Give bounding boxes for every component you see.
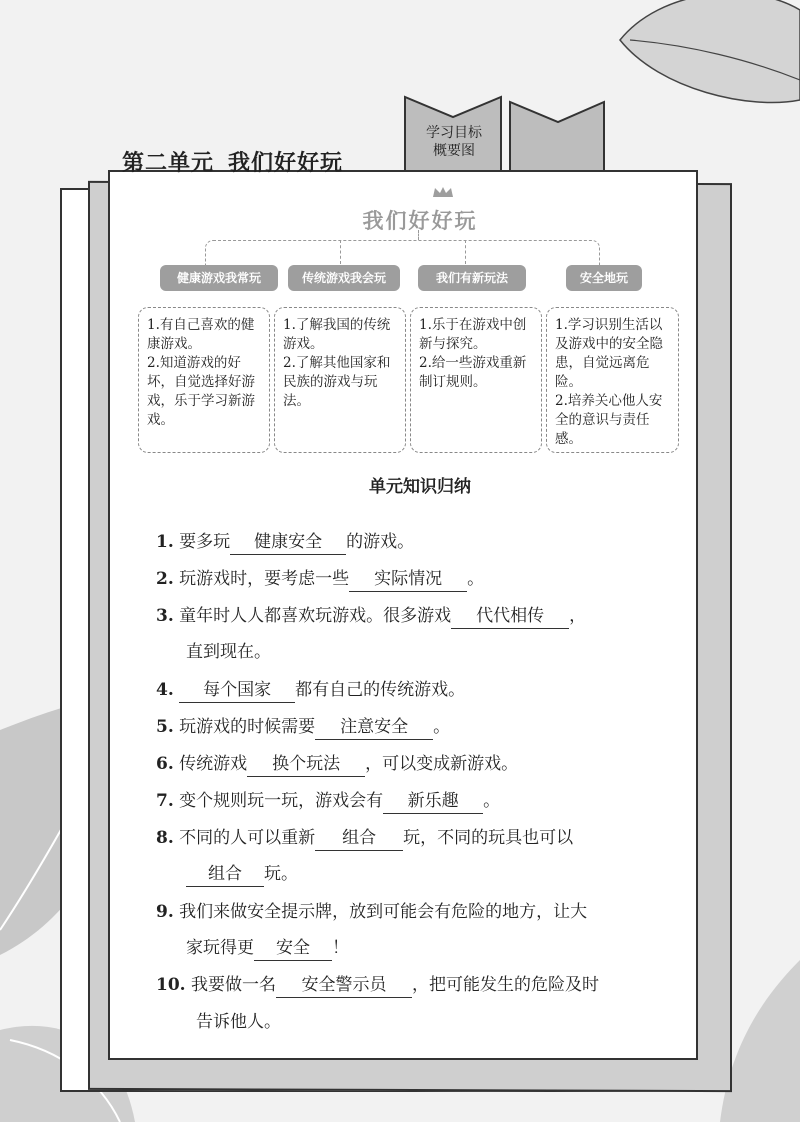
tree-connector-middle-2 [465, 240, 466, 264]
item-number: 4. [156, 680, 174, 700]
item-number: 7. [156, 791, 174, 811]
item-text: 玩，不同的玩具也可以 [403, 828, 574, 848]
list-item [156, 604, 586, 629]
list-item [156, 900, 587, 924]
item-text: 。 [433, 717, 451, 737]
branch-label-healthy: 健康游戏我常玩 [160, 265, 278, 291]
item-text: 变个规则玩一玩，游戏会有 [179, 791, 384, 811]
unit-title [122, 146, 357, 177]
goal-point: 2.给一些游戏重新制订规则。 [419, 355, 527, 390]
item-text: 传统游戏 [179, 754, 248, 774]
answer-blank: 组合 [315, 826, 403, 851]
item-text: 不同的人可以重新 [179, 828, 316, 848]
item-text: 我们来做安全提示牌，放到可能会有危险的地方，让大 [179, 902, 588, 922]
concept-map-title: 我们好好玩 [362, 209, 478, 233]
crown-icon [432, 186, 454, 198]
goal-point: 2.培养关心他人安全的意识与责任感。 [555, 393, 663, 447]
goal-point: 1.有自己喜欢的健康游戏。 [147, 317, 255, 352]
item-text: 玩游戏时，要考虑一些 [179, 569, 350, 589]
item-number: 10. [156, 975, 186, 995]
answer-blank: 安全 [254, 936, 332, 961]
branch-label-safe: 安全地玩 [566, 265, 642, 291]
answer-blank: 换个玩法 [247, 752, 365, 777]
leaf-decoration-top-right [600, 0, 800, 120]
goal-point: 2.知道游戏的好坏，自觉选择好游戏，乐于学习新游戏。 [147, 355, 255, 428]
list-item [156, 826, 573, 851]
goal-point: 1.了解我国的传统游戏。 [283, 317, 391, 352]
item-text: 我要做一名 [190, 975, 276, 995]
item-text: 都有自己的传统游戏。 [295, 680, 466, 700]
item-continuation [186, 936, 349, 961]
list-item [156, 530, 414, 555]
item-number: 3. [156, 606, 174, 626]
item-continuation [186, 862, 298, 887]
item-text: 要多玩 [179, 532, 231, 552]
branch-label-traditional: 传统游戏我会玩 [288, 265, 400, 291]
item-text: 。 [467, 569, 485, 589]
bookmark-tab-right [508, 100, 608, 180]
goal-box-safe [546, 307, 679, 453]
item-number: 9. [156, 902, 174, 922]
item-number: 6. [156, 754, 174, 774]
bookmark-label-line-2: 概要图 [433, 143, 475, 159]
item-text: 玩。 [264, 864, 298, 884]
goal-box-new [410, 307, 542, 453]
item-text: 童年时人人都喜欢玩游戏。很多游戏 [179, 606, 452, 626]
answer-blank: 注意安全 [315, 715, 433, 740]
item-continuation: 直到现在。 [186, 642, 271, 662]
list-item [156, 715, 450, 740]
item-text: 玩游戏的时候需要 [179, 717, 316, 737]
list-item [156, 752, 518, 777]
item-text: ，可以变成新游戏。 [365, 754, 519, 774]
goal-box-traditional [274, 307, 406, 453]
answer-blank: 组合 [186, 862, 264, 887]
item-text: 。 [483, 791, 501, 811]
item-number: 1. [156, 532, 174, 552]
branch-label-new: 我们有新玩法 [418, 265, 526, 291]
list-item [156, 789, 500, 814]
goal-box-healthy [138, 307, 270, 453]
answer-blank: 实际情况 [349, 567, 467, 592]
item-text: ！ [332, 938, 349, 958]
goal-point: 2.了解其他国家和民族的游戏与玩法。 [283, 355, 391, 409]
list-item [156, 973, 599, 998]
answer-blank: 安全警示员 [276, 973, 412, 998]
item-text: ，把可能发生的危险及时 [411, 975, 599, 995]
goal-point: 1.学习识别生活以及游戏中的安全隐患，自觉远离危险。 [555, 317, 663, 390]
unit-name: 我们好好玩 [228, 150, 344, 176]
answer-blank: 新乐趣 [383, 789, 483, 814]
tree-connector-middle-1 [340, 240, 341, 264]
tree-connector-center [418, 230, 419, 240]
item-text: ， [569, 606, 587, 626]
answer-blank: 健康安全 [230, 530, 346, 555]
item-number: 2. [156, 569, 174, 589]
bookmark-label [413, 124, 495, 160]
list-item [156, 678, 465, 703]
item-text: 家玩得更 [186, 938, 254, 958]
item-continuation: 告诉他人。 [196, 1012, 281, 1032]
answer-blank: 每个国家 [179, 678, 295, 703]
unit-number: 第二单元 [122, 150, 215, 176]
goal-point: 1.乐于在游戏中创新与探究。 [419, 317, 527, 352]
item-text: 的游戏。 [346, 532, 415, 552]
summary-title: 单元知识归纳 [369, 477, 471, 497]
bookmark-label-line-1: 学习目标 [426, 125, 482, 141]
item-number: 5. [156, 717, 174, 737]
list-item [156, 567, 484, 592]
item-number: 8. [156, 828, 174, 848]
tree-connector-top [205, 240, 600, 265]
answer-blank: 代代相传 [451, 604, 569, 629]
